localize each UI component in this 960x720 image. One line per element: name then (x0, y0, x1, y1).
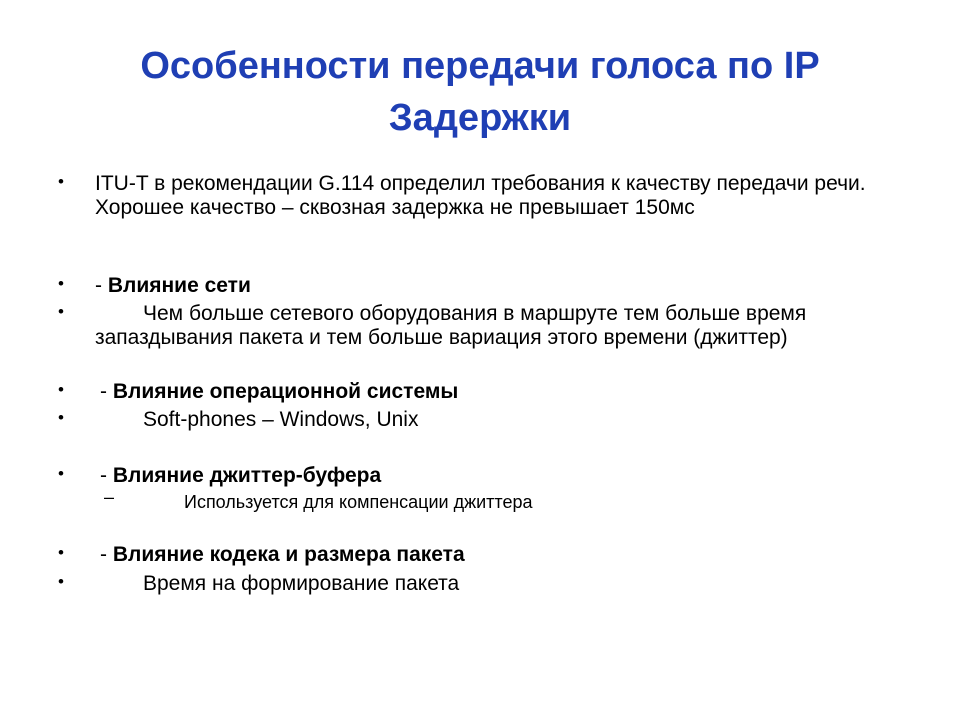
heading-os: Влияние операционной системы (112, 380, 459, 403)
title-line-2: Задержки (388, 97, 572, 139)
bullet-text-os-detail: Soft-phones – Windows, Unix (143, 408, 419, 431)
bullet-icon: • (58, 274, 64, 293)
heading-prefix: - (95, 274, 108, 297)
bullet-text-codec-heading (100, 543, 920, 567)
bullet-text-network-heading (95, 274, 915, 298)
bullet-icon: • (58, 172, 64, 191)
bullet-icon: • (58, 408, 64, 427)
bullet-text-network-detail: Чем больше сетевого оборудования в маршруте тем больше время запаздывания пакета и тем больше вариация этого времени (джиттер) (95, 302, 807, 349)
heading-network: Влияние сети (107, 274, 251, 297)
bullet-icon: • (58, 302, 64, 321)
bullet-icon: • (58, 380, 64, 399)
bullet-text-os-heading (100, 380, 920, 404)
bullet-icon: • (58, 543, 64, 562)
heading-prefix: - (100, 543, 113, 566)
title-line-1: Особенности передачи голоса по IP (140, 45, 820, 87)
slide-title (60, 40, 900, 144)
heading-jitter: Влияние джиттер-буфера (112, 464, 382, 487)
heading-prefix: - (100, 380, 113, 403)
heading-codec: Влияние кодека и размера пакета (112, 543, 465, 566)
heading-prefix: - (100, 464, 113, 487)
bullet-text-jitter-heading (100, 464, 920, 488)
bullet-text-itu: ITU-T в рекомендации G.114 определил требования к качеству передачи речи. Хорошее качество – сквозная задержка не превышает 150мс (95, 172, 866, 219)
sub-text-jitter-detail: Используется для компенсации джиттера (184, 492, 533, 512)
bullet-text-codec-detail: Время на формирование пакета (143, 572, 460, 595)
bullet-icon: • (58, 572, 64, 591)
dash-icon: – (104, 487, 115, 507)
bullet-icon: • (58, 464, 64, 483)
